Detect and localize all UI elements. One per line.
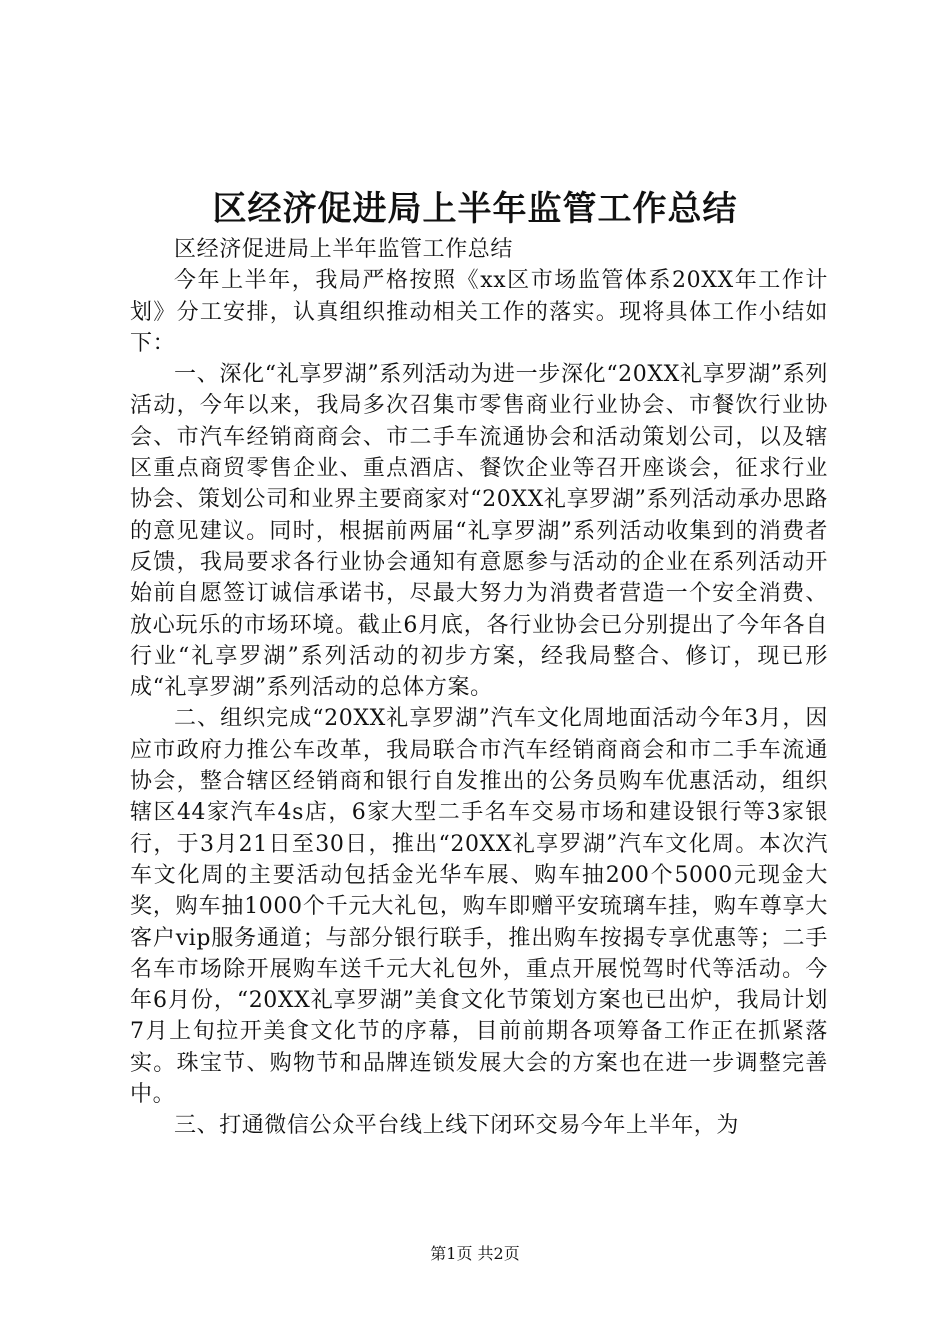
page-number-footer: 第1页 共2页 [430,1244,520,1263]
body-paragraph-intro: 今年上半年，我局严格按照《xx区市场监管体系20XX年工作计划》分工安排，认真组织推动相关工作的落实。现将具体工作小结如下： [130,268,828,356]
body-paragraph-section-1: 一、深化“礼享罗湖”系列活动为进一步深化“20XX礼享罗湖”系列活动，今年以来，我局多次召集市零售商业行业协会、市餐饮行业协会、市汽车经销商商会、市二手车流通协会和活动策划公司，以及辖区重点商贸零售企业、重点酒店、餐饮企业等召开座谈会，征求行业协会、策划公司和业界主要商家对“20XX礼享罗湖”系列活动承办思路的意见建议。同时，根据前两届“礼享罗湖”系列活动收集到的消费者反馈，我局要求各行业协会通知有意愿参与活动的企业在系列活动开始前自愿签订诚信承诺书，尽最大努力为消费者营造一个安全消费、放心玩乐的市场环境。截止6月底，各行业协会已分别提出了今年各自行业“礼享罗湖”系列活动的初步方案，经我局整合、修订，现已形成“礼享罗湖”系列活动的总体方案。 [130,362,828,701]
document-body [130,234,828,1142]
document-title: 区经济促进局上半年监管工作总结 [212,189,738,229]
body-paragraph-section-3: 三、打通微信公众平台线上线下闭环交易今年上半年，为 [174,1113,740,1139]
body-paragraph-section-2: 二、组织完成“20XX礼享罗湖”汽车文化周地面活动今年3月，因应市政府力推公车改革，我局联合市汽车经销商商会和市二手车流通协会，整合辖区经销商和银行自发推出的公务员购车优惠活动，组织辖区44家汽车4s店，6家大型二手名车交易市场和建设银行等3家银行，于3月21日至30日，推出“20XX礼享罗湖”汽车文化周。本次汽车文化周的主要活动包括金光华车展、购车抽200个5000元现金大奖，购车抽1000个千元大礼包，购车即赠平安琉璃车挂，购车尊享大客户vip服务通道；与部分银行联手，推出购车按揭专享优惠等；二手名车市场除开展购车送千元大礼包外，重点开展悦驾时代等活动。今年6月份，“20XX礼享罗湖”美食文化节策划方案也已出炉，我局计划7月上旬拉开美食文化节的序幕，目前前期各项筹备工作正在抓紧落实。珠宝节、购物节和品牌连锁发展大会的方案也在进一步调整完善中。 [130,706,828,1108]
body-paragraph-subtitle: 区经济促进局上半年监管工作总结 [174,237,514,262]
